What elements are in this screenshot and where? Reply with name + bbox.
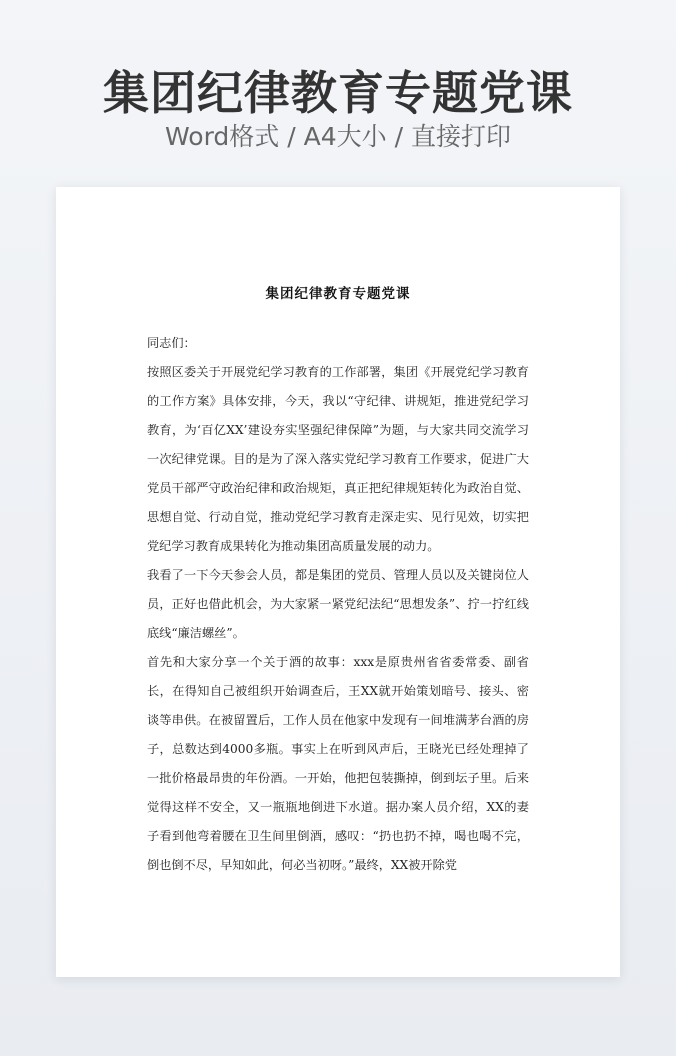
paragraph-3: 首先和大家分享一个关于酒的故事：xxx是原贵州省省委常委、副省长，在得知自己被组织开始调查后，王XX就开始策划暗号、接头、密谈等串供。在被留置后，工作人员在他家中发现有一间堆满茅台酒的房子，总数达到4000多瓶。事实上在听到风声后，王晓光已经处理掉了一批价格最昂贵的年份酒。一开始，他把包装撕掉，倒到坛子里。后来觉得这样不安全，又一瓶瓶地倒进下水道。据办案人员介绍，XX的妻子看到他弯着腰在卫生间里倒酒，感叹：“扔也扔不掉，喝也喝不完，倒也倒不尽，早知如此，何必当初呀。”最终，XX被开除党 xyxy=(147,655,529,872)
document-page xyxy=(56,187,620,977)
document-body xyxy=(147,329,529,880)
paragraph-1: 按照区委关于开展党纪学习教育的工作部署，集团《开展党纪学习教育的工作方案》具体安排，今天，我以“守纪律、讲规矩，推进党纪学习教育，为‘百亿XX’建设夯实坚强纪律保障”为题，与大家共同交流学习一次纪律党课。目的是为了深入落实党纪学习教育工作要求，促进广大党员干部严守政治纪律和政治规矩，真正把纪律规矩转化为政治自觉、思想自觉、行动自觉，推动党纪学习教育走深走实、见行见效，切实把党纪学习教育成果转化为推动集团高质量发展的动力。 xyxy=(147,365,529,553)
paragraph-2: 我看了一下今天参会人员，都是集团的党员、管理人员以及关键岗位人员，正好也借此机会，为大家紧一紧党纪法纪“思想发条”、拧一拧红线底线“廉洁螺丝”。 xyxy=(147,568,529,640)
banner-title: 集团纪律教育专题党课 xyxy=(103,66,573,120)
document-title: 集团纪律教育专题党课 xyxy=(265,286,411,302)
banner-subtitle: Word格式 / A4大小 / 直接打印 xyxy=(165,122,511,151)
salutation: 同志们： xyxy=(147,336,196,350)
